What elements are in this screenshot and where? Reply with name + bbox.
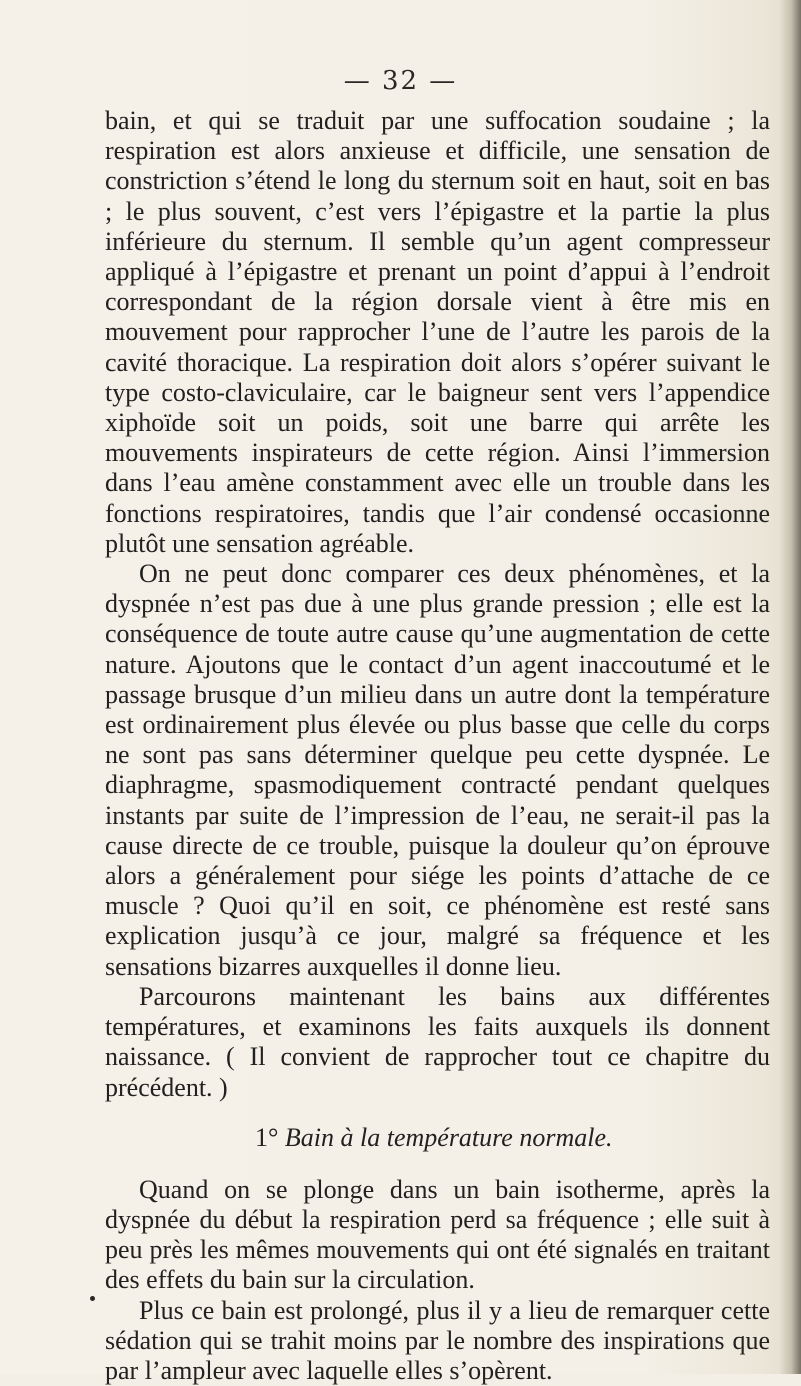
section-heading-number: 1° bbox=[255, 1122, 279, 1152]
page-edge-shadow bbox=[779, 0, 801, 1374]
paragraph-2: On ne peut donc comparer ces deux phénomènes, et la dyspnée n’est pas due à une plus grande pression ; elle est la conséquence de toute autre cause qu’une augmentation de cette nature. Ajoutons que le contact d’un agent inaccoutumé et le passage brusque d’un milieu dans un autre dont la température est ordinairement plus élevée ou plus basse que celle du corps ne sont pas sans déterminer quelque peu cette dyspnée. Le diaphragme, spasmodiquement contracté pendant quelques instants par suite de l’impression de l’eau, ne serait-il pas la cause directe de ce trouble, puisque la douleur qu’on éprouve alors a généralement pour siége les points d’attache de ce muscle ? Quoi qu’il en soit, ce phénomène est resté sans explication jusqu’à ce jour, malgré sa fréquence et les sensations bizarres auxquelles il donne lieu. bbox=[105, 559, 770, 981]
ink-speck bbox=[90, 1296, 95, 1301]
paragraph-5: Plus ce bain est prolongé, plus il y a lieu de remarquer cette sédation qui se trahit moins par le nombre des inspirations que par l’ampleur avec laquelle elles s’opèrent. bbox=[105, 1295, 770, 1385]
page-number: — 32 — bbox=[343, 66, 458, 96]
paragraph-4: Quand on se plonge dans un bain isotherme, après la dyspnée du début la respiration perd sa fréquence ; elle suit à peu près les mêmes mouvements qui ont été signalés en traitant des effets du bain sur la circulation. bbox=[105, 1174, 770, 1295]
paragraph-1: bain, et qui se traduit par une suffocation soudaine ; la respiration est alors anxieuse et difficile, une sensation de constriction s’étend le long du sternum soit en haut, soit en bas ; le plus souvent, c’est vers l’épigastre et la partie la plus inférieure du sternum. Il semble qu’un agent compresseur appliqué à l’épigastre et prenant un point d’appui à l’endroit correspondant de la région dorsale vient à être mis en mouvement pour rapprocher l’une de l’autre les parois de la cavité thoracique. La respiration doit alors s’opérer suivant le type costo-claviculaire, car le baigneur sent vers l’appendice xiphoïde soit un poids, soit une barre qui arrête les mouvements inspirateurs de cette région. Ainsi l’immersion dans l’eau amène constamment avec elle un trouble dans les fonctions respiratoires, tandis que l’air condensé occasionne plutôt une sensation agréable. bbox=[105, 106, 770, 558]
section-heading bbox=[105, 1123, 770, 1153]
paragraph-3: Parcourons maintenant les bains aux différentes températures, et examinons les faits auxquels ils donnent naissance. ( Il convient de rapprocher tout ce chapitre du précédent. ) bbox=[105, 981, 770, 1102]
body-text bbox=[105, 106, 770, 1386]
section-heading-title: Bain à la température normale. bbox=[284, 1122, 613, 1152]
